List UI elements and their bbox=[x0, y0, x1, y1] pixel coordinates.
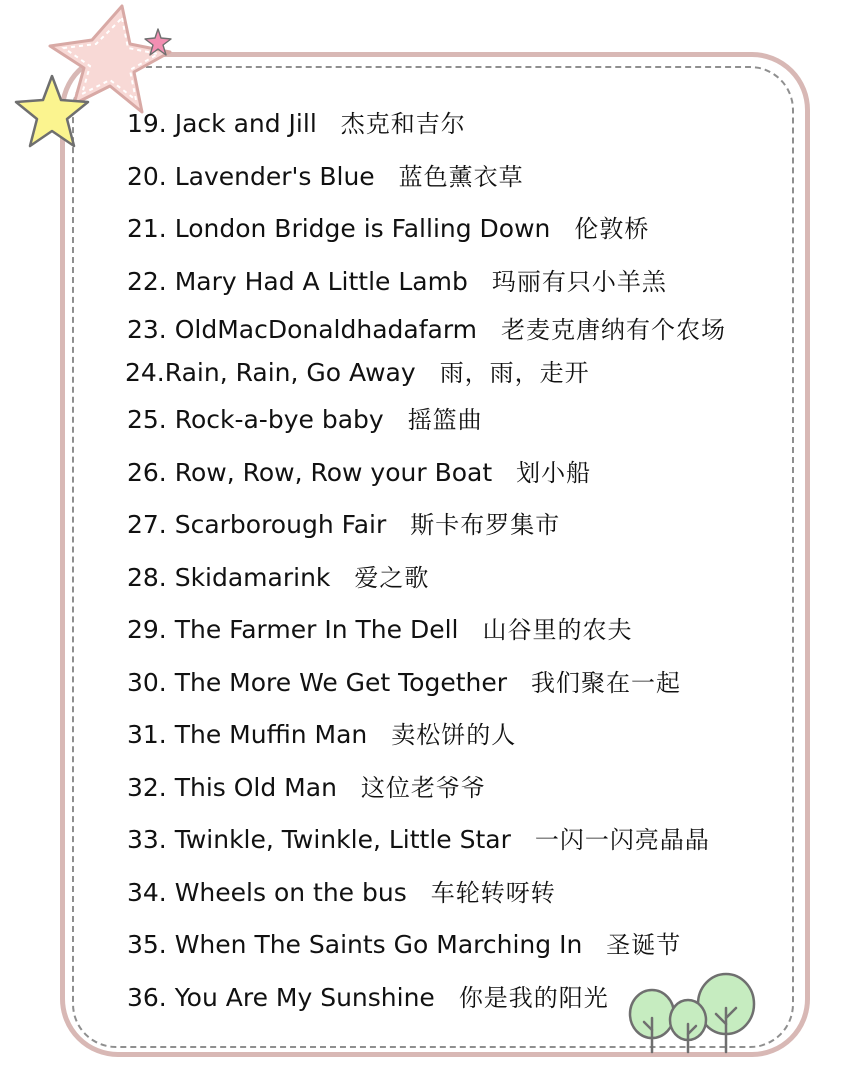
list-item bbox=[127, 657, 807, 710]
song-title-zh: 车轮转呀转 bbox=[430, 878, 556, 907]
song-title-zh: 斯卡布罗集市 bbox=[410, 511, 561, 539]
song-title-zh: 杰克和吉尔 bbox=[340, 110, 466, 138]
song-title-en: 26. Row, Row, Row your Boat bbox=[127, 457, 493, 487]
list-item bbox=[127, 308, 807, 351]
song-title-zh: 卖松饼的人 bbox=[391, 721, 517, 749]
song-title-en: 33. Twinkle, Twinkle, Little Star bbox=[127, 825, 511, 854]
list-item bbox=[127, 499, 807, 552]
list-item bbox=[127, 151, 807, 204]
list-item bbox=[127, 814, 807, 867]
list-item bbox=[127, 762, 807, 815]
song-title-en: 22. Mary Had A Little Lamb bbox=[127, 266, 468, 296]
list-item bbox=[127, 919, 807, 972]
song-title-zh: 一闪一闪亮晶晶 bbox=[534, 826, 710, 854]
list-item bbox=[127, 867, 807, 920]
song-title-zh: 划小船 bbox=[516, 458, 592, 487]
yellow-star-icon bbox=[12, 72, 92, 152]
song-title-zh: 蓝色薰衣草 bbox=[398, 162, 524, 191]
song-title-zh: 圣诞节 bbox=[606, 931, 682, 959]
song-title-zh: 山谷里的农夫 bbox=[482, 616, 633, 644]
song-title-zh: 伦敦桥 bbox=[574, 215, 650, 243]
trees-icon bbox=[622, 968, 762, 1054]
song-title-en: 32. This Old Man bbox=[127, 772, 337, 802]
song-title-zh: 老麦克唐纳有个农场 bbox=[501, 316, 727, 344]
song-title-zh: 你是我的阳光 bbox=[458, 983, 609, 1012]
song-title-en: 27. Scarborough Fair bbox=[127, 510, 387, 539]
list-item bbox=[127, 709, 807, 762]
song-title-en: 20. Lavender's Blue bbox=[127, 161, 375, 191]
song-title-zh: 我们聚在一起 bbox=[531, 668, 682, 697]
song-title-en: 30. The More We Get Together bbox=[127, 667, 508, 697]
list-item bbox=[127, 552, 807, 605]
song-title-zh: 雨，雨，走开 bbox=[439, 359, 590, 387]
list-item bbox=[127, 98, 807, 151]
tiny-pink-star-icon bbox=[144, 28, 172, 56]
song-title-en: 29. The Farmer In The Dell bbox=[127, 615, 459, 644]
song-title-en: 25. Rock-a-bye baby bbox=[127, 405, 384, 434]
song-title-en: 21. London Bridge is Falling Down bbox=[127, 214, 551, 243]
song-title-en: 24.Rain, Rain, Go Away bbox=[125, 358, 416, 387]
list-item bbox=[127, 203, 807, 256]
song-title-en: 34. Wheels on the bus bbox=[127, 877, 407, 907]
list-item bbox=[127, 447, 807, 500]
song-title-en: 28. Skidamarink bbox=[127, 562, 331, 592]
song-title-zh: 摇篮曲 bbox=[407, 406, 483, 434]
song-title-en: 23. OldMacDonaldhadafarm bbox=[127, 315, 478, 344]
song-list bbox=[127, 98, 807, 1024]
list-item bbox=[127, 604, 807, 657]
song-title-en: 35. When The Saints Go Marching In bbox=[127, 930, 583, 959]
song-title-en: 36. You Are My Sunshine bbox=[127, 982, 435, 1012]
song-title-zh: 这位老爷爷 bbox=[360, 773, 486, 802]
song-title-zh: 玛丽有只小羊羔 bbox=[491, 267, 667, 296]
song-title-en: 19. Jack and Jill bbox=[127, 109, 317, 138]
list-item bbox=[125, 351, 807, 394]
song-title-en: 31. The Muffin Man bbox=[127, 720, 368, 749]
song-title-zh: 爱之歌 bbox=[354, 563, 430, 592]
list-item bbox=[127, 394, 807, 447]
list-item bbox=[127, 256, 807, 309]
